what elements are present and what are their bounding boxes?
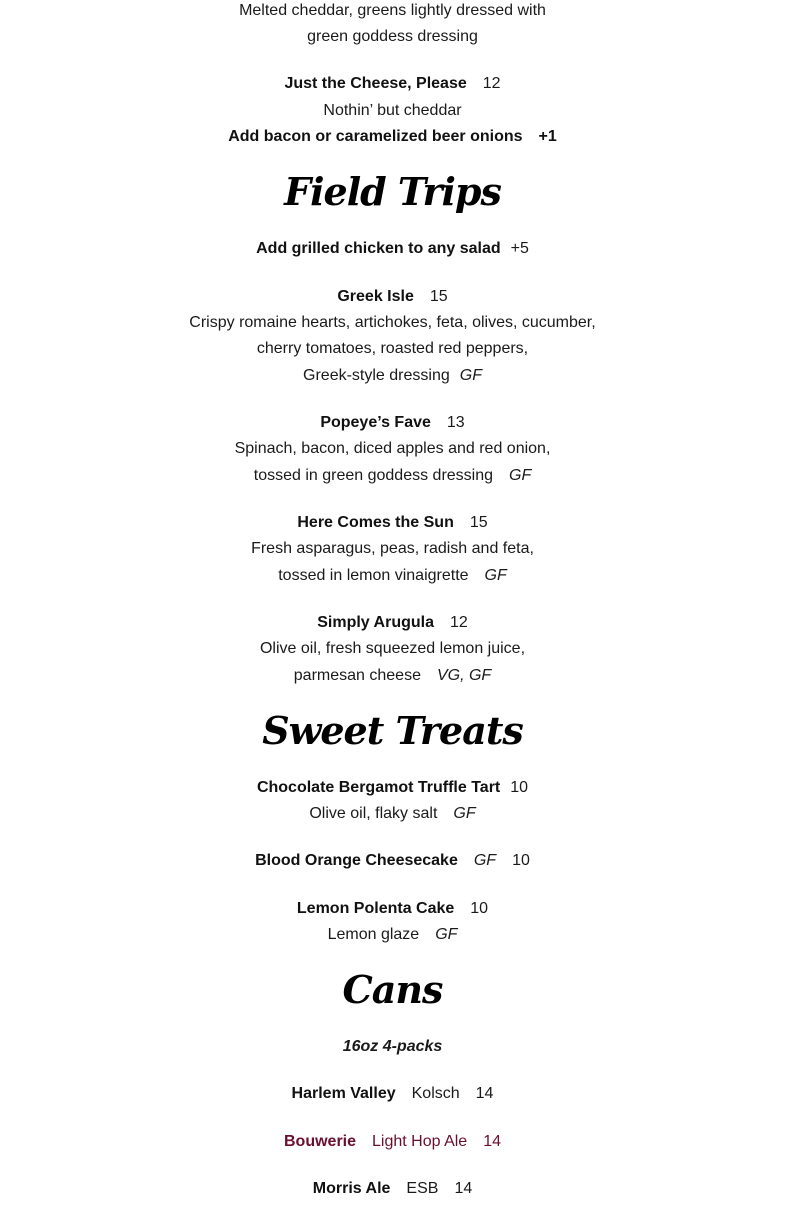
beer-item — [0, 1132, 785, 1152]
menu-item-title — [0, 899, 785, 919]
beer-style: Kolsch — [411, 1085, 460, 1102]
desc-text: tossed in lemon vinaigrette — [278, 567, 469, 584]
menu-desc-line: Olive oil, fresh squeezed lemon juice, — [259, 640, 526, 657]
item-price: 10 — [512, 852, 530, 869]
menu-desc-line: Spinach, bacon, diced apples and red onion, — [234, 440, 551, 457]
item-price: 10 — [470, 900, 489, 917]
item-price: 15 — [469, 514, 488, 531]
menu-desc-line: Melted cheddar, greens lightly dressed with — [239, 2, 546, 19]
item-name: Here Comes the Sun — [297, 514, 454, 531]
menu-item-title — [0, 851, 785, 871]
brewery-name: Harlem Valley — [291, 1085, 396, 1102]
item-price: 10 — [510, 779, 529, 796]
menu-desc-line: Nothin’ but cheddar — [323, 102, 462, 119]
item-name: Popeye’s Fave — [320, 414, 431, 431]
diet-tag: GF — [459, 367, 482, 384]
addon-price: +1 — [538, 128, 557, 145]
beer-price: 14 — [483, 1133, 501, 1150]
menu-desc-line: Crispy romaine hearts, artichokes, feta, olives, cucumber, — [189, 314, 596, 331]
item-name: Simply Arugula — [317, 614, 434, 631]
menu-desc-line: cherry tomatoes, roasted red peppers, — [256, 340, 529, 357]
desc-text: Lemon glaze — [327, 926, 420, 943]
addon-price: +5 — [510, 240, 529, 257]
diet-tag: GF — [484, 567, 507, 584]
brewery-name: Morris Ale — [312, 1180, 391, 1197]
menu-item-title — [0, 287, 785, 307]
item-name: Blood Orange Cheesecake — [255, 852, 458, 869]
beer-item — [0, 1179, 785, 1199]
menu-desc-line — [0, 804, 785, 824]
addon-line — [0, 239, 785, 259]
section-heading-cans: Cans — [342, 967, 443, 1012]
menu-desc-line: green goddess dressing — [307, 28, 478, 45]
cans-subheading: 16oz 4-packs — [342, 1038, 443, 1055]
desc-text: tossed in green goddess dressing — [253, 467, 494, 484]
addon-line — [0, 127, 785, 147]
desc-text: Olive oil, flaky salt — [309, 805, 438, 822]
menu-item-title — [0, 778, 785, 798]
diet-tag: GF — [473, 852, 497, 869]
menu-item-title — [0, 513, 785, 533]
beer-price: 14 — [475, 1085, 494, 1102]
menu-desc-line — [0, 925, 785, 945]
desc-text: parmesan cheese — [293, 667, 421, 684]
menu-desc-line — [0, 466, 785, 486]
item-price: 13 — [446, 414, 465, 431]
menu-item-title — [0, 74, 785, 94]
diet-tag: GF — [509, 467, 532, 484]
menu-item-title — [0, 413, 785, 433]
item-price: 15 — [429, 288, 448, 305]
section-heading-sweet-treats: Sweet Treats — [262, 708, 523, 753]
diet-tag: VG, GF — [436, 667, 492, 684]
beer-style: Light Hop Ale — [372, 1133, 468, 1150]
item-price: 12 — [449, 614, 468, 631]
diet-tag: GF — [453, 805, 476, 822]
item-price: 12 — [482, 75, 501, 92]
item-name: Chocolate Bergamot Truffle Tart — [256, 779, 501, 796]
desc-text: Greek-style dressing — [303, 367, 450, 384]
menu-desc-line — [0, 666, 785, 686]
menu-desc-line — [0, 566, 785, 586]
addon-text: Add bacon or caramelized beer onions — [228, 128, 523, 145]
menu-desc-line — [0, 366, 785, 386]
addon-text: Add grilled chicken to any salad — [256, 240, 501, 257]
menu-item-title — [0, 613, 785, 633]
brewery-name: Bouwerie — [284, 1133, 357, 1150]
item-name: Lemon Polenta Cake — [296, 900, 455, 917]
beer-item — [0, 1084, 785, 1104]
item-name: Just the Cheese, Please — [284, 75, 467, 92]
item-name: Greek Isle — [337, 288, 414, 305]
beer-price: 14 — [454, 1180, 473, 1197]
beer-style: ESB — [406, 1180, 439, 1197]
section-heading-field-trips: Field Trips — [284, 169, 501, 214]
diet-tag: GF — [435, 926, 458, 943]
menu-desc-line: Fresh asparagus, peas, radish and feta, — [251, 540, 534, 557]
